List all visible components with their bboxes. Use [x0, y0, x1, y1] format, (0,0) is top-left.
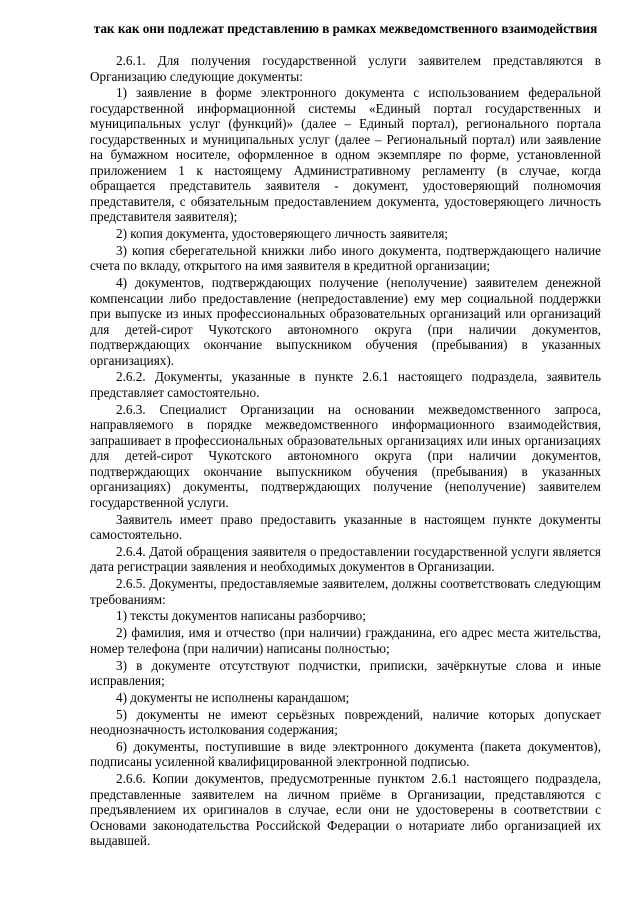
paragraph-2-6-5: 2.6.5. Документы, предоставляемые заявителем, должны соответствовать следующим требованиям:: [90, 576, 601, 607]
paragraph-2-6-1: 2.6.1. Для получения государственной услуги заявителем представляются в Организацию следующие документы:: [90, 53, 601, 84]
paragraph-2-6-6: 2.6.6. Копии документов, предусмотренные пунктом 2.6.1 настоящего подраздела, представленные заявителем на личном приёме в Организации, представляются с предъявлением их оригиналов в случае, если они не удостоверены в соответствии с Основами законодательства Российской Федерации о нотариате либо организацией их выдавшей.: [90, 771, 601, 849]
paragraph-2-6-2: 2.6.2. Документы, указанные в пункте 2.6.1 настоящего подраздела, заявитель представляет самостоятельно.: [90, 369, 601, 400]
requirement-no-corrections: 3) в документе отсутствуют подчистки, приписки, зачёркнутые слова и иные исправления;: [90, 657, 601, 689]
list-item-application: 1) заявление в форме электронного документа с использованием федеральной государственной информационной системы «Единый портал государственных и муниципальных услуг (функций)» (далее – Единый портал), регионального портала государственных и муниципальных услуг (далее – Региональный портал) или заявление на бумажном носителе, оформленное в одном экземпляре по форме, установленной приложением 1 к настоящему Административному регламенту (в случае, когда обращается представитель заявителя - документ, удостоверяющий полномочия представителя, с обязательным предоставлением документа, удостоверяющего личность представителя заявителя);: [90, 85, 601, 225]
section-heading: так как они подлежат представлению в рамках межведомственного взаимодействия: [93, 21, 598, 36]
requirement-no-damage: 5) документы не имеют серьёзных повреждений, наличие которых допускает неоднозначность истолкования содержания;: [90, 706, 601, 738]
paragraph-2-6-4: 2.6.4. Датой обращения заявителя о предоставлении государственной услуги является дата регистрации заявления и необходимых документов в Организации.: [90, 543, 601, 575]
paragraph-applicant-right: Заявитель имеет право предоставить указанные в настоящем пункте документы самостоятельно.: [90, 511, 601, 543]
paragraph-2-6-3: 2.6.3. Специалист Организации на основании межведомственного запроса, направляемого в порядке межведомственного информационного взаимодействия, запрашивает в профессиональных образовательных организациях или иных организациях для детей-сирот Чукотского автономного округа (при наличии документов, подтверждающих окончание выпускником обучения (пребывания) в указанных организациях) документы, подтверждающих получение (неполучение) заявителем государственной услуги.: [90, 401, 601, 510]
document-page: [90, 21, 601, 850]
list-item-identity-copy: 2) копия документа, удостоверяющего личность заявителя;: [116, 226, 449, 242]
list-item-savings-book: 3) копия сберегательной книжки либо иного документа, подтверждающего наличие счета по вкладу, открытого на имя заявителя в кредитной организации;: [90, 242, 601, 274]
requirement-no-pencil: 4) документы не исполнены карандашом;: [116, 689, 350, 705]
list-item-compensation-docs: 4) документов, подтверждающих получение (неполучение) заявителем денежной компенсации либо предоставление (непредоставление) ему мер социальной поддержки при выпуске из иных профессиональных образовательных организаций или организаций для детей-сирот Чукотского автономного округа (при наличии документов, подтверждающих окончание выпускником обучения (пребывания) в указанных организациях).: [90, 275, 601, 368]
requirement-e-signature: 6) документы, поступившие в виде электронного документа (пакета документов), подписаны усиленной квалифицированной электронной подписью.: [90, 738, 601, 770]
requirement-full-name: 2) фамилия, имя и отчество (при наличии) гражданина, его адрес места жительства, номер телефона (при наличии) написаны полностью;: [90, 625, 601, 656]
requirement-legible: 1) тексты документов написаны разборчиво;: [116, 608, 366, 624]
